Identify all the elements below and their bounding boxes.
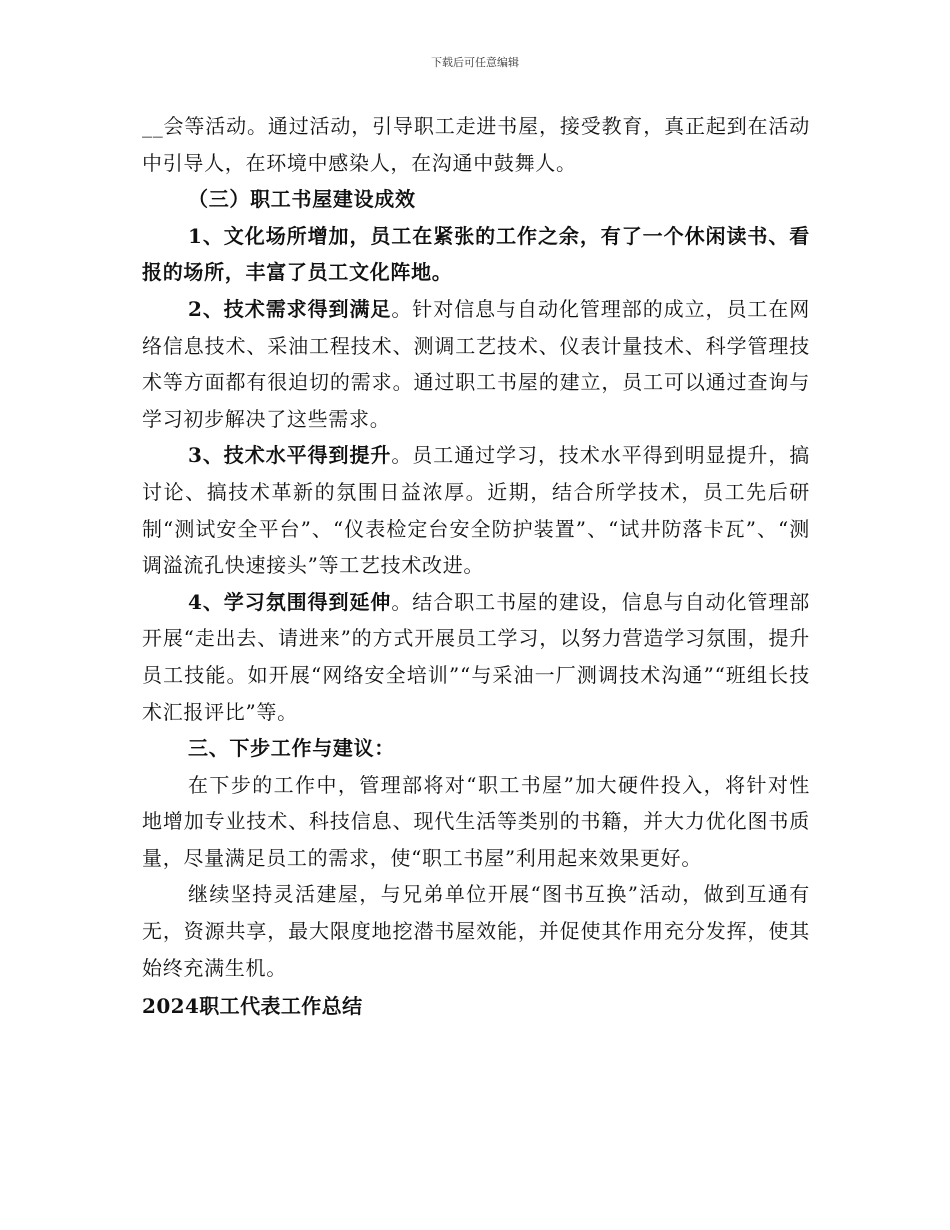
paragraph-learning-atmosphere xyxy=(142,584,810,730)
paragraph-lead: 3、技术水平得到提升 xyxy=(188,443,392,468)
paragraph-next-steps: 在下步的工作中，管理部将对“职工书屋”加大硬件投入，将针对性地增加专业技术、科技信息、现代生活等类别的书籍，并大力优化图书质量，尽量满足员工的需求，使“职工书屋”利用起来效果更好。 xyxy=(142,772,810,870)
paragraph-tech-demand xyxy=(142,291,810,437)
paragraph-text: 。员工通过学习，技术水平得到明显提升，搞讨论、搞技术革新的氛围日益浓厚。近期，结合所学技术，员工先后研制“测试安全平台”、“仪表检定台安全防护装置”、“试井防落卡瓦”、“测调溢流孔快速接头”等工艺技术改进。 xyxy=(142,443,810,578)
section-heading-results: （三）职工书屋建设成效 xyxy=(188,187,416,212)
paragraph-book-exchange: 继续坚持灵活建屋，与兄弟单位开展“图书互换”活动，做到互通有无，资源共享，最大限度地挖潜书屋效能，并促使其作用充分发挥，使其始终充满生机。 xyxy=(142,882,810,980)
paragraph-lead: 4、学习氛围得到延伸 xyxy=(188,589,392,614)
paragraph-text: 。结合职工书屋的建设，信息与自动化管理部开展“走出去、请进来”的方式开展员工学习，以努力营造学习氛围，提升员工技能。如开展“网络安全培训”“与采油一厂测调技术沟通”“班组长技术汇报评比”等。 xyxy=(142,589,810,724)
paragraph-text: 。针对信息与自动化管理部的成立，员工在网络信息技术、采油工程技术、测调工艺技术、仪表计量技术、科学管理技术等方面都有很迫切的需求。通过职工书屋的建立，员工可以通过查询与学习初步解决了这些需求。 xyxy=(142,296,810,431)
section-heading-next-steps: 三、下步工作与建议： xyxy=(188,736,395,761)
document-body xyxy=(142,108,810,1025)
page-header: 下载后可任意编辑 xyxy=(431,56,519,69)
paragraph-tech-level xyxy=(142,437,810,583)
document-title-next: 2024职工代表工作总结 xyxy=(142,994,363,1019)
paragraph-lead: 2、技术需求得到满足 xyxy=(188,296,392,321)
paragraph-activities: __会等活动。通过活动，引导职工走进书屋，接受教育，真正起到在活动中引导人，在环境中感染人，在沟通中鼓舞人。 xyxy=(142,114,810,175)
paragraph-culture-venue: 1、文化场所增加，员工在紧张的工作之余，有了一个休闲读书、看报的场所，丰富了员工文化阵地。 xyxy=(142,223,810,285)
